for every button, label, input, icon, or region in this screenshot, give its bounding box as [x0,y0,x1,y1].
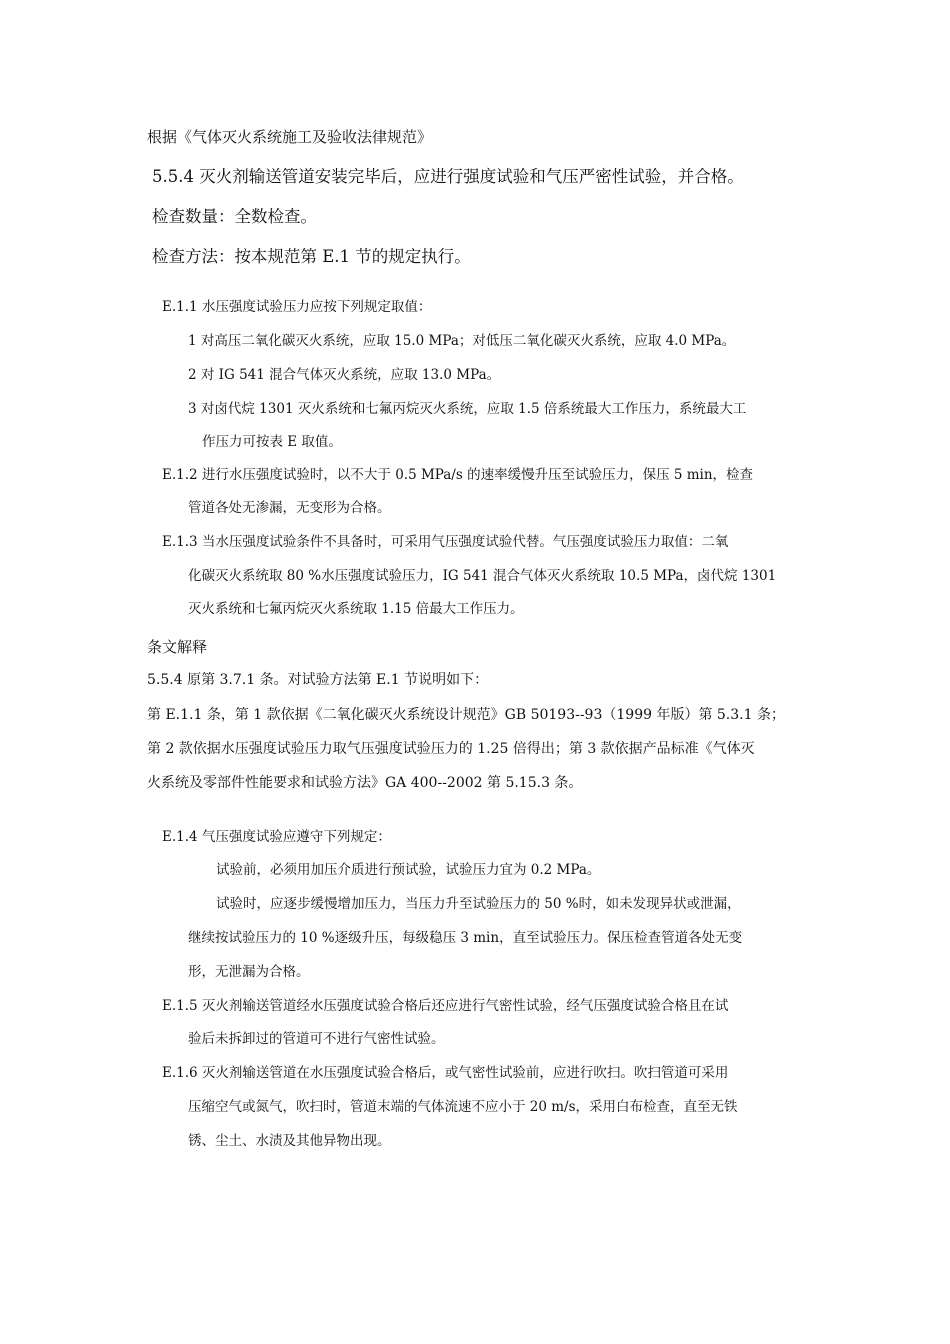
check-quantity: 检查数量：全数检查。 [152,207,317,226]
e11-item-2: 2 对 IG 541 混合气体灭火系统，应取 13.0 MPa。 [188,367,501,383]
e16-line2: 压缩空气或氮气，吹扫时，管道末端的气体流速不应小于 20 m/s，采用白布检查，直至无铁 [188,1099,738,1115]
e14-title: E.1.4 气压强度试验应遵守下列规定： [162,829,391,845]
e16-line1: E.1.6 灭火剂输送管道在水压强度试验合格后，或气密性试验前，应进行吹扫。吹扫管道可采用 [162,1065,729,1081]
e15-line2: 验后未拆卸过的管道可不进行气密性试验。 [188,1031,445,1047]
explanation-line4: 火系统及零部件性能要求和试验方法》GA 400--2002 第 5.15.3 条。 [147,775,583,791]
check-method: 检查方法：按本规范第 E.1 节的规定执行。 [152,247,471,266]
clause-5-5-4: 5.5.4 灭火剂输送管道安装完毕后，应进行强度试验和气压严密性试验，并合格。 [152,167,744,186]
e11-item-1: 1 对高压二氧化碳灭火系统，应取 15.0 MPa；对低压二氧化碳灭火系统，应取 4.0 MPa。 [188,333,736,349]
explanation-line1: 5.5.4 原第 3.7.1 条。对试验方法第 E.1 节说明如下： [147,672,489,688]
e13-line2: 化碳灭火系统取 80 %水压强度试验压力，IG 541 混合气体灭火系统取 10.5 MPa，卤代烷 1301 [188,568,777,584]
e13-line1: E.1.3 当水压强度试验条件不具备时，可采用气压强度试验代替。气压强度试验压力取值：二氧 [162,534,729,550]
e11-title: E.1.1 水压强度试验压力应按下列规定取值： [162,299,432,315]
e11-item-3-line2: 作压力可按表 E 取值。 [202,434,342,450]
e14-para2-line3: 形，无泄漏为合格。 [188,964,310,980]
e14-para2-line1: 试验时，应逐步缓慢增加压力，当压力升至试验压力的 50 %时，如未发现异状或泄漏， [216,896,741,912]
e14-para2-line2: 继续按试验压力的 10 %逐级升压，每级稳压 3 min，直至试验压力。保压检查管道各处无变 [188,930,743,946]
e16-line3: 锈、尘土、水渍及其他异物出现。 [188,1133,391,1149]
e13-line3: 灭火系统和七氟丙烷灭火系统取 1.15 倍最大工作压力。 [188,601,524,617]
source-heading: 根据《气体灭火系统施工及验收法律规范》 [147,128,433,146]
explanation-line2: 第 E.1.1 条，第 1 款依据《二氧化碳灭火系统设计规范》GB 50193--93（1999 年版）第 5.3.1 条； [147,707,785,723]
e14-para1: 试验前，必须用加压介质进行预试验，试验压力宜为 0.2 MPa。 [216,862,601,878]
explanation-line3: 第 2 款依据水压强度试验压力取气压强度试验压力的 1.25 倍得出；第 3 款依据产品标准《气体灭 [147,741,755,757]
e15-line1: E.1.5 灭火剂输送管道经水压强度试验合格后还应进行气密性试验，经气压强度试验合格且在试 [162,998,729,1014]
e11-item-3-line1: 3 对卤代烷 1301 灭火系统和七氟丙烷灭火系统，应取 1.5 倍系统最大工作压力，系统最大工 [188,401,747,417]
e12-line1: E.1.2 进行水压强度试验时，以不大于 0.5 MPa/s 的速率缓慢升压至试验压力，保压 5 min，检查 [162,467,754,483]
explanation-heading: 条文解释 [147,638,208,656]
e12-line2: 管道各处无渗漏，无变形为合格。 [188,500,391,516]
